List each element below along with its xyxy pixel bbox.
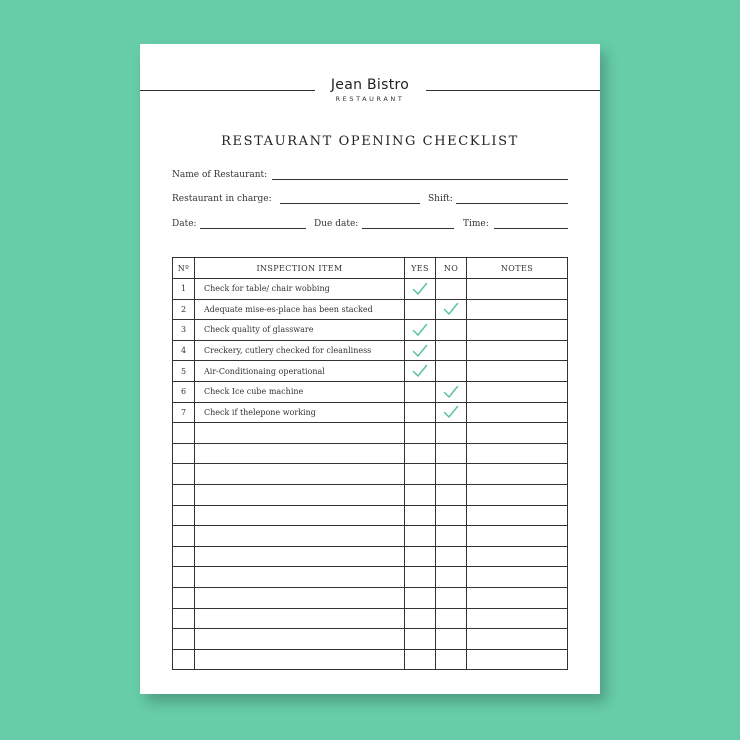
row-no-cell[interactable] (436, 649, 467, 670)
row-yes-cell[interactable] (405, 381, 436, 402)
row-yes-cell[interactable] (405, 299, 436, 320)
header-inspection-item: INSPECTION ITEM (195, 258, 405, 279)
row-inspection-item: Check if thelepone working (195, 402, 405, 423)
row-no-cell[interactable] (436, 484, 467, 505)
row-notes-cell[interactable] (467, 464, 568, 485)
row-inspection-item[interactable] (195, 649, 405, 670)
date-label: Date: (172, 219, 197, 229)
row-yes-cell[interactable] (405, 505, 436, 526)
check-icon (443, 302, 459, 316)
row-yes-cell[interactable] (405, 629, 436, 650)
row-no-cell[interactable] (436, 320, 467, 341)
row-inspection-item: Check for table/ chair wobbing (195, 279, 405, 300)
row-yes-cell[interactable] (405, 320, 436, 341)
row-num (173, 546, 195, 567)
table-row-empty (173, 526, 568, 547)
row-num (173, 649, 195, 670)
row-inspection-item[interactable] (195, 546, 405, 567)
row-yes-cell[interactable] (405, 608, 436, 629)
row-no-cell[interactable] (436, 340, 467, 361)
row-no-cell[interactable] (436, 381, 467, 402)
checklist-sheet (140, 44, 600, 694)
row-inspection-item[interactable] (195, 587, 405, 608)
time-label: Time: (463, 219, 489, 229)
row-inspection-item[interactable] (195, 423, 405, 444)
row-inspection-item: Check quality of glassware (195, 320, 405, 341)
table-row-empty (173, 629, 568, 650)
header-no: NO (436, 258, 467, 279)
check-icon (412, 364, 428, 378)
row-no-cell[interactable] (436, 464, 467, 485)
row-notes-cell[interactable] (467, 587, 568, 608)
row-notes-cell[interactable] (467, 279, 568, 300)
row-no-cell[interactable] (436, 629, 467, 650)
row-yes-cell[interactable] (405, 649, 436, 670)
check-icon (412, 344, 428, 358)
table-header-row (173, 258, 568, 279)
check-icon (412, 323, 428, 337)
row-notes-cell[interactable] (467, 484, 568, 505)
row-yes-cell[interactable] (405, 340, 436, 361)
row-num (173, 629, 195, 650)
row-notes-cell[interactable] (467, 505, 568, 526)
table-row-empty (173, 649, 568, 670)
row-yes-cell[interactable] (405, 464, 436, 485)
row-num: 7 (173, 402, 195, 423)
brand-subtitle: RESTAURANT (335, 95, 405, 103)
table-row-empty (173, 505, 568, 526)
row-inspection-item[interactable] (195, 464, 405, 485)
row-no-cell[interactable] (436, 546, 467, 567)
check-icon (443, 385, 459, 399)
table-row (173, 402, 568, 423)
row-inspection-item[interactable] (195, 608, 405, 629)
row-notes-cell[interactable] (467, 381, 568, 402)
table-row (173, 299, 568, 320)
shift-label: Shift: (428, 194, 453, 204)
brand-name: Jean Bistro (330, 77, 410, 93)
table-row-empty (173, 464, 568, 485)
row-inspection-item[interactable] (195, 526, 405, 547)
row-inspection-item: Check Ice cube machine (195, 381, 405, 402)
row-yes-cell[interactable] (405, 526, 436, 547)
page-title: RESTAURANT OPENING CHECKLIST (221, 134, 519, 149)
table-row (173, 279, 568, 300)
row-notes-cell[interactable] (467, 649, 568, 670)
table-body (173, 279, 568, 670)
row-inspection-item[interactable] (195, 443, 405, 464)
row-no-cell[interactable] (436, 361, 467, 382)
row-num (173, 608, 195, 629)
row-no-cell[interactable] (436, 299, 467, 320)
row-yes-cell[interactable] (405, 402, 436, 423)
row-inspection-item[interactable] (195, 505, 405, 526)
row-num (173, 443, 195, 464)
row-yes-cell[interactable] (405, 546, 436, 567)
row-inspection-item: Air-Conditionaing operational (195, 361, 405, 382)
row-notes-cell[interactable] (467, 608, 568, 629)
row-yes-cell[interactable] (405, 484, 436, 505)
row-num (173, 484, 195, 505)
row-num (173, 423, 195, 444)
check-icon (443, 405, 459, 419)
row-notes-cell[interactable] (467, 402, 568, 423)
row-no-cell[interactable] (436, 567, 467, 588)
table-row (173, 381, 568, 402)
header-notes: NOTES (467, 258, 568, 279)
row-num (173, 587, 195, 608)
row-num: 3 (173, 320, 195, 341)
time-field[interactable] (494, 228, 568, 229)
table-row-empty (173, 484, 568, 505)
date-field[interactable] (200, 228, 306, 229)
row-yes-cell[interactable] (405, 567, 436, 588)
row-no-cell[interactable] (436, 608, 467, 629)
table-row (173, 320, 568, 341)
table-row-empty (173, 587, 568, 608)
table-row (173, 340, 568, 361)
shift-field[interactable] (456, 203, 568, 204)
row-num (173, 464, 195, 485)
restaurant-in-charge-field[interactable] (280, 203, 420, 204)
table-row-empty (173, 423, 568, 444)
row-yes-cell[interactable] (405, 423, 436, 444)
row-notes-cell[interactable] (467, 546, 568, 567)
row-num: 2 (173, 299, 195, 320)
row-no-cell[interactable] (436, 443, 467, 464)
row-yes-cell[interactable] (405, 587, 436, 608)
row-no-cell[interactable] (436, 505, 467, 526)
row-num: 4 (173, 340, 195, 361)
row-no-cell[interactable] (436, 587, 467, 608)
name-of-restaurant-label: Name of Restaurant: (172, 170, 268, 180)
row-notes-cell[interactable] (467, 629, 568, 650)
row-inspection-item[interactable] (195, 484, 405, 505)
row-num: 5 (173, 361, 195, 382)
due-date-label: Due date: (314, 219, 359, 229)
row-notes-cell[interactable] (467, 443, 568, 464)
table-row-empty (173, 567, 568, 588)
table-row-empty (173, 546, 568, 567)
row-no-cell[interactable] (436, 423, 467, 444)
table-row-empty (173, 608, 568, 629)
row-no-cell[interactable] (436, 402, 467, 423)
row-num (173, 526, 195, 547)
due-date-field[interactable] (362, 228, 454, 229)
row-num (173, 567, 195, 588)
table-row-empty (173, 443, 568, 464)
row-notes-cell[interactable] (467, 423, 568, 444)
row-no-cell[interactable] (436, 279, 467, 300)
inspection-table (172, 257, 568, 670)
check-icon (412, 282, 428, 296)
row-num (173, 505, 195, 526)
header-num: Nº (173, 258, 195, 279)
row-inspection-item[interactable] (195, 567, 405, 588)
row-notes-cell[interactable] (467, 567, 568, 588)
row-num: 1 (173, 279, 195, 300)
row-notes-cell[interactable] (467, 299, 568, 320)
row-num: 6 (173, 381, 195, 402)
row-inspection-item: Adequate mise-es-place has been stacked (195, 299, 405, 320)
row-inspection-item[interactable] (195, 629, 405, 650)
row-inspection-item: Creckery, cutlery checked for cleanliness (195, 340, 405, 361)
table-row (173, 361, 568, 382)
row-yes-cell[interactable] (405, 361, 436, 382)
row-notes-cell[interactable] (467, 340, 568, 361)
row-yes-cell[interactable] (405, 279, 436, 300)
row-yes-cell[interactable] (405, 443, 436, 464)
row-notes-cell[interactable] (467, 320, 568, 341)
restaurant-in-charge-label: Restaurant in charge: (172, 194, 272, 204)
name-of-restaurant-field[interactable] (272, 179, 568, 180)
header-yes: YES (405, 258, 436, 279)
row-notes-cell[interactable] (467, 526, 568, 547)
row-no-cell[interactable] (436, 526, 467, 547)
row-notes-cell[interactable] (467, 361, 568, 382)
